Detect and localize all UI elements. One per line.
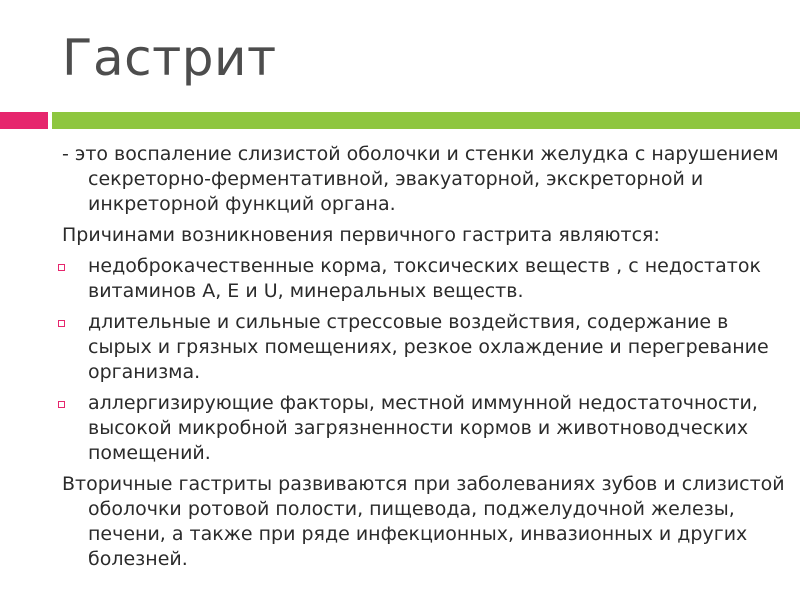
slide-title: Гастрит	[62, 29, 277, 87]
cause-item	[62, 310, 792, 385]
cause-item	[62, 254, 792, 304]
definition-text: - это воспаление слизистой оболочки и стенки желудка с нарушением секреторно-ферментативной, эвакуаторной, экскреторной и инкреторной функций органа.	[62, 143, 779, 215]
cause-text: недоброкачественные корма, токсических веществ , с недостаток витаминов А, Е и U, минеральных веществ.	[88, 255, 761, 302]
cause-text: аллергизирующие факторы, местной иммунной недостаточности, высокой микробной загрязненности кормов и животноводческих помещений.	[88, 392, 758, 464]
square-bullet-icon	[58, 264, 65, 271]
square-bullet-icon	[58, 401, 65, 408]
slide-body	[62, 142, 792, 578]
cause-text: длительные и сильные стрессовые воздействия, содержание в сырых и грязных помещениях, резкое охлаждение и перегревание организма.	[88, 311, 769, 383]
causes-intro: Причинами возникновения первичного гастрита являются:	[62, 224, 660, 246]
square-bullet-icon	[58, 320, 65, 327]
accent-bar-pink	[0, 112, 48, 129]
secondary-text: Вторичные гастриты развиваются при заболеваниях зубов и слизистой оболочки ротовой полости, пищевода, поджелудочной железы, печени, а также при ряде инфекционных, инвазионных и других болезней.	[62, 473, 785, 570]
accent-bar-green	[52, 112, 800, 129]
cause-item	[62, 391, 792, 466]
